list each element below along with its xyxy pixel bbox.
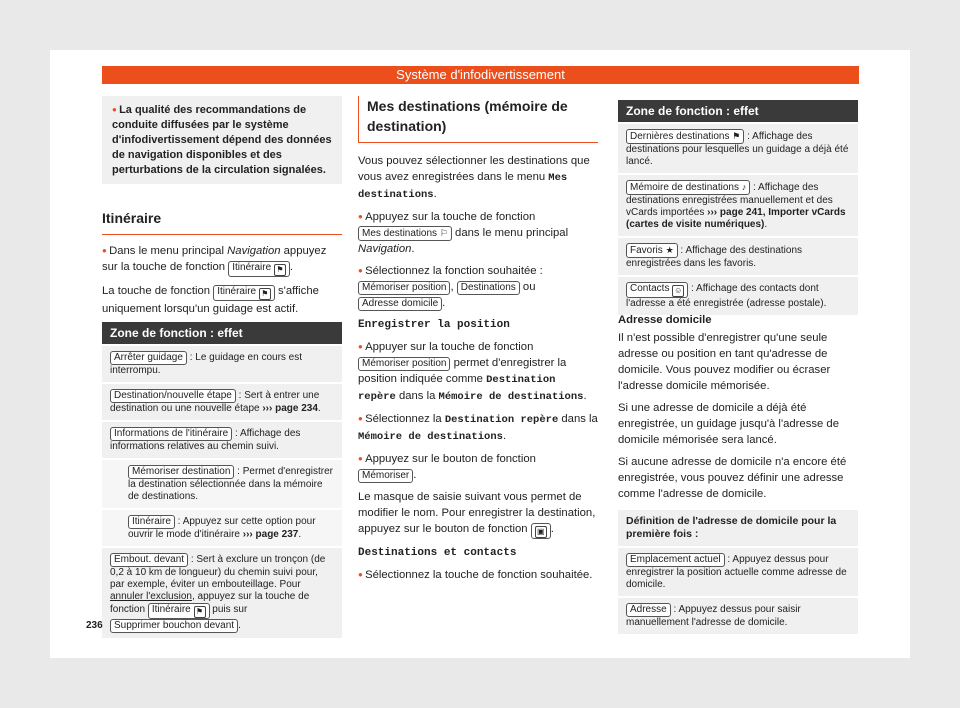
- table1-title: Zone de fonction : effet: [102, 322, 342, 344]
- mes-bullet5: ● Appuyez sur le bouton de fonction Mémoriser .: [358, 451, 598, 483]
- function-table-2: [618, 100, 858, 315]
- embout-devant-key[interactable]: Embout. devant: [110, 553, 188, 567]
- note-box: [102, 96, 342, 184]
- itineraire-paragraph: La touche de fonction Itinéraire ⚑ s'affiche uniquement lorsqu'un guidage est actif.: [102, 285, 319, 315]
- table-row: Destination/nouvelle étape : Sert à entrer une destination ou une nouvelle étape ››› page 234.: [102, 382, 342, 420]
- mes-bullet4: ● Sélectionnez la Destination repère dans la Mémoire de destinations.: [358, 411, 598, 445]
- mes-bullet2: ● Sélectionnez la fonction souhaitée : Mémoriser position , Destinations ou Adresse domicile .: [358, 263, 598, 311]
- history-icon: ⚑: [732, 131, 741, 141]
- note-bullet: [112, 104, 119, 116]
- save-button[interactable]: [531, 523, 551, 539]
- memoriser-position-key-2[interactable]: Mémoriser position: [358, 357, 450, 371]
- table-row: Emplacement actuel : Appuyez dessus pour enregistrer la position actuelle comme adresse de domicile.: [618, 546, 858, 596]
- itineraire-section: [102, 210, 342, 323]
- memory-icon: ♪: [741, 182, 747, 192]
- arreter-guidage-key[interactable]: Arrêter guidage: [110, 351, 187, 365]
- adresse-domicile-key[interactable]: Adresse domicile: [358, 297, 442, 311]
- itineraire-heading: Itinéraire: [102, 210, 342, 235]
- table-row: Contacts ☺ : Affichage des contacts dont l'adresse a été enregistrée (adresse postale).: [618, 275, 858, 315]
- supprimer-bouchon-key[interactable]: Supprimer bouchon devant: [110, 619, 238, 633]
- mes-masque: Le masque de saisie suivant vous permet de modifier le nom. Pour enregistrer la destination, appuyez sur le bouton de fonction ▣ .: [358, 489, 598, 539]
- function-table-1: [102, 322, 342, 638]
- mes-bullet6: ● Sélectionnez la touche de fonction souhaitée.: [358, 567, 598, 583]
- memoriser-position-key[interactable]: Mémoriser position: [358, 281, 450, 295]
- mes-destinations-key[interactable]: Mes destinations ⚐: [358, 226, 452, 241]
- favorite-icon: ★: [665, 245, 674, 255]
- dernieres-destinations-key[interactable]: Dernières destinations ⚑: [626, 129, 744, 144]
- favoris-key[interactable]: Favoris ★: [626, 243, 678, 258]
- informations-itineraire-key[interactable]: Informations de l'itinéraire: [110, 427, 232, 441]
- domicile-p1: Il n'est possible d'enregistrer qu'une seule adresse ou position en tant qu'adresse de domicile. Vous pouvez modifier ou écraser l'adresse domicile mémorisée.: [618, 332, 831, 392]
- domicile-p2: Si une adresse de domicile a déjà été enregistrée, un guidage jusqu'à l'adresse de domicile mémorisée sera lancé.: [618, 402, 839, 446]
- mes-bullet3: ● Appuyer sur la touche de fonction Mémoriser position permet d'enregistrer la position indiquée comme Destination repère dans la Mémoire de destinations.: [358, 339, 598, 405]
- enregistrer-position-subheading: Enregistrer la position: [358, 319, 510, 331]
- table-row: Favoris ★ : Affichage des destinations enregistrées dans les favoris.: [618, 236, 858, 275]
- destinations-key[interactable]: Destinations: [457, 281, 520, 295]
- destination-nouvelle-etape-key[interactable]: Destination/nouvelle étape: [110, 389, 236, 403]
- mes-bullet1: ● Appuyez sur la touche de fonction Mes destinations ⚐ dans le menu principal Navigation.: [358, 209, 598, 257]
- annuler-exclusion-link: annuler l'exclusion: [110, 591, 192, 602]
- memoriser-destination-key[interactable]: Mémoriser destination: [128, 465, 234, 479]
- route-icon: ⚑: [194, 606, 206, 618]
- table-row: Arrêter guidage : Le guidage en cours est interrompu.: [102, 344, 342, 382]
- table-subrow: Mémoriser destination : Permet d'enregistrer la destination sélectionnée dans la mémoire de destinations.: [102, 458, 342, 508]
- emplacement-actuel-key[interactable]: Emplacement actuel: [626, 553, 725, 567]
- contacts-key[interactable]: Contacts ☺: [626, 282, 688, 298]
- mes-destinations-section: [358, 96, 598, 589]
- table2-title: Zone de fonction : effet: [618, 100, 858, 122]
- table-row: Adresse : Appuyez dessus pour saisir manuellement l'adresse de domicile.: [618, 596, 858, 634]
- destination-icon: ⚐: [439, 228, 448, 238]
- table-subrow: Itinéraire : Appuyez sur cette option pour ouvrir le mode d'itinéraire ››› page 237.: [102, 508, 342, 546]
- mes-intro: Vous pouvez sélectionner les destinations que vous avez enregistrées dans le menu Mes destinations.: [358, 155, 590, 201]
- adresse-key[interactable]: Adresse: [626, 603, 671, 617]
- function-table-3: [618, 510, 858, 634]
- route-icon: ⚑: [259, 288, 271, 300]
- mes-destinations-heading: Mes destinations (mémoire de destination): [358, 96, 598, 143]
- adresse-domicile-section: [618, 312, 858, 508]
- memoire-destinations-key[interactable]: Mémoire de destinations ♪: [626, 180, 750, 195]
- itineraire-key-2[interactable]: Itinéraire ⚑: [213, 285, 275, 301]
- itineraire-option-key[interactable]: Itinéraire: [128, 515, 175, 529]
- save-icon: ▣: [535, 526, 547, 538]
- route-icon: ⚑: [274, 264, 286, 276]
- table-row: Informations de l'itinéraire : Affichage des informations relatives au chemin suivi.: [102, 420, 342, 458]
- itineraire-key-3[interactable]: Itinéraire ⚑: [148, 603, 210, 619]
- table-row: Dernières destinations ⚑ : Affichage des destinations pour lesquelles un guidage a déjà été lancé.: [618, 122, 858, 173]
- table-row: Mémoire de destinations ♪ : Affichage des destinations enregistrées manuellement et des vCards importées ››› page 241, Importer vCards (cartes de visite numériques).: [618, 173, 858, 236]
- table3-title: Définition de l'adresse de domicile pour la première fois :: [626, 515, 837, 540]
- contact-icon: ☺: [674, 286, 683, 295]
- destinations-contacts-subheading: Destinations et contacts: [358, 547, 517, 559]
- itineraire-bullet1: ● Dans le menu principal Navigation appuyez sur la touche de fonction Itinéraire ⚑ .: [102, 243, 342, 277]
- page-header: Système d'infodivertissement: [102, 66, 859, 84]
- note-text: La qualité des recommandations de conduite diffusées par le système d'infodivertissement dépend des données de navigation disponibles et des perturbations de la circulation signalées.: [112, 104, 332, 176]
- table-row: Embout. devant : Sert à exclure un tronçon (de 0,2 à 10 km de longueur) du chemin suivi pour, par exemple, éviter un embouteillage. Pour annuler l'exclusion, appuyez sur la touche de fonction Itinéraire ⚑ puis sur Supprimer bouchon devant .: [102, 546, 342, 638]
- domicile-heading: Adresse domicile: [618, 314, 712, 326]
- memoriser-key[interactable]: Mémoriser: [358, 469, 413, 483]
- page-number: 236: [86, 620, 103, 631]
- itineraire-key[interactable]: Itinéraire ⚑: [228, 261, 290, 277]
- domicile-p3: Si aucune adresse de domicile n'a encore été enregistrée, vous pouvez définir une adresse comme l'adresse de domicile.: [618, 456, 847, 500]
